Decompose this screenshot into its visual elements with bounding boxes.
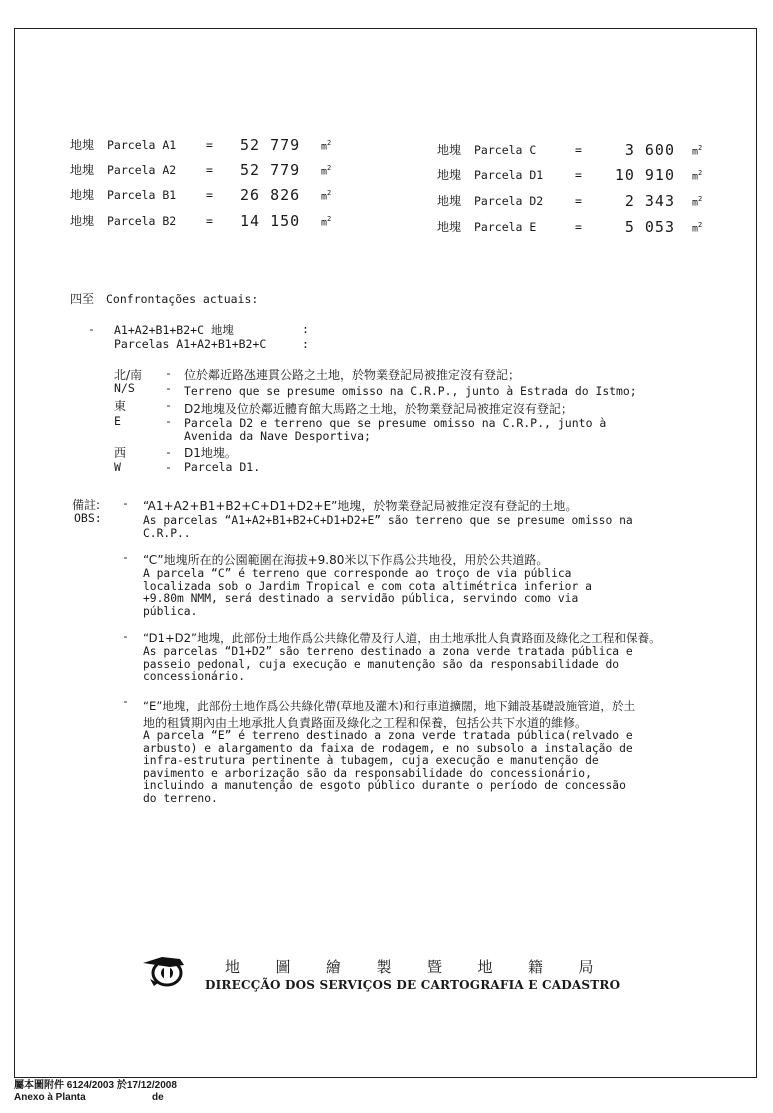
boundary-text-cn: D1地塊。: [184, 446, 237, 460]
unit: $m^2$: [692, 195, 703, 209]
area-value: 2 343: [624, 192, 675, 210]
obs-note-cn: “C”地塊所在的公園範圍在海拔+9.80米以下作爲公共地役，用於公共道路。: [143, 553, 549, 567]
direction-pt: W: [114, 460, 121, 474]
direction-cn: 東: [114, 399, 127, 413]
label-pt: Parcela A2: [107, 163, 177, 177]
label-cn: 地塊: [437, 143, 462, 157]
equals: =: [575, 194, 582, 208]
equals: =: [206, 188, 213, 202]
dash: -: [122, 496, 129, 510]
dash: -: [165, 398, 172, 412]
unit: $m^2$: [321, 139, 332, 153]
direction-pt: E: [114, 414, 121, 428]
area-value: 3 600: [624, 141, 675, 159]
label-cn: 地塊: [70, 163, 95, 177]
dash: -: [122, 629, 129, 643]
annex-reference-de: de: [152, 1092, 164, 1103]
boundary-text-pt: Parcela D2 e terreno que se presume omisso na C.R.P., junto à: [184, 416, 607, 430]
obs-note-cn: 地的租賃期內由土地承批人負責路面及綠化之工程和保養，包括公共下水道的維修。: [143, 716, 588, 730]
obs-label-cn: 備註:: [72, 498, 101, 512]
label-pt: Parcela B1: [107, 188, 177, 202]
equals: =: [206, 214, 213, 228]
dash: -: [122, 550, 129, 564]
label-pt: Parcela A1: [107, 138, 177, 152]
obs-note-cn: “D1+D2”地塊，此部份土地作爲公共綠化帶及行人道，由土地承批人負責路面及綠化之工程和保養。: [143, 631, 661, 645]
unit: $m^2$: [321, 215, 332, 229]
annex-reference-pt: Anexo à Planta: [14, 1092, 86, 1103]
dash: -: [122, 694, 129, 708]
colon: :: [302, 322, 309, 336]
obs-label-pt: OBS:: [74, 511, 102, 525]
confrontations-heading-pt: Confrontações actuais:: [106, 292, 259, 306]
area-value: 52 779: [240, 136, 301, 154]
boundary-text-pt: Terreno que se presume omisso na C.R.P., junto à Estrada do Istmo;: [184, 384, 637, 398]
label-cn: 地塊: [70, 188, 95, 202]
dash: -: [88, 322, 95, 336]
area-value: 14 150: [240, 212, 301, 230]
label-cn: 地塊: [437, 168, 462, 182]
obs-note-cn: “E”地塊，此部份土地作爲公共綠化帶(草地及灌木)和行車道擴闊，地下鋪設基礎設施管道，於土: [143, 699, 636, 713]
annex-reference-cn: 屬本圖附件 6124/2003 於17/12/2008: [14, 1080, 177, 1091]
colon: :: [302, 337, 309, 351]
area-value: 52 779: [240, 161, 301, 179]
label-pt: Parcela D1: [474, 168, 544, 182]
unit: $m^2$: [321, 164, 332, 178]
dash: -: [165, 414, 172, 428]
obs-note-pt: A parcela “C” é terreno que corresponde ao troço de via pública localizada sob o Jardim Tropical e com cota altimétrica inferior a +9.80m NMM, será destinado a servidão pública, servindo como via pública.: [143, 567, 592, 618]
equals: =: [206, 138, 213, 152]
dash: -: [165, 460, 172, 474]
area-value: 10 910: [614, 166, 675, 184]
dash: -: [165, 445, 172, 459]
label-cn: 地塊: [437, 194, 462, 208]
agency-logo-icon: [140, 953, 188, 989]
area-value: 5 053: [624, 218, 675, 236]
label-pt: Parcela C: [474, 143, 537, 157]
area-value: 26 826: [240, 186, 301, 204]
obs-note-pt: A parcela “E” é terreno destinado a zona verde tratada pública(relvado e arbusto) e alargamento da faixa de rodagem, e no subsolo a instalação de infra-estrutura pertinente à tubagem, cuja execução e manutenção de pavimento e arborização são da responsabilidade do concessionário, incluindo a manutenção de esgoto público durante o período de concessão do terreno.: [143, 729, 633, 805]
equals: =: [575, 220, 582, 234]
direction-pt: N/S: [114, 381, 135, 395]
label-cn: 地塊: [70, 138, 95, 152]
obs-note-pt: As parcelas “D1+D2” são terreno destinado a zona verde tratada pública e passeio pedonal, cuja execução e manutenção são da responsabilidade do concessionário.: [143, 645, 633, 684]
direction-cn: 北/南: [114, 368, 143, 382]
boundary-text-cn: 位於鄰近路氹連貫公路之土地，於物業登記局被推定沒有登記；: [184, 368, 521, 382]
boundary-text-pt: Parcela D1.: [184, 460, 261, 474]
unit: $m^2$: [692, 144, 703, 158]
label-pt: Parcela E: [474, 220, 537, 234]
confrontations-heading-cn: 四至: [70, 292, 95, 306]
obs-note-pt: As parcelas “A1+A2+B1+B2+C+D1+D2+E” são terreno que se presume omisso na C.R.P..: [143, 514, 633, 540]
boundary-text-cn: D2地塊及位於鄰近體育館大馬路之土地，於物業登記局被推定沒有登記；: [184, 402, 573, 416]
unit: $m^2$: [321, 189, 332, 203]
direction-cn: 西: [114, 446, 127, 460]
equals: =: [575, 168, 582, 182]
label-pt: Parcela B2: [107, 214, 177, 228]
agency-name-cn: 地 圖 繪 製 暨 地 籍 局: [225, 958, 594, 976]
dash: -: [165, 366, 172, 380]
parcel-line-pt: Parcelas A1+A2+B1+B2+C: [114, 337, 267, 351]
dash: -: [165, 381, 172, 395]
label-cn: 地塊: [70, 214, 95, 228]
equals: =: [206, 163, 213, 177]
agency-name-pt: DIRECÇÃO DOS SERVIÇOS DE CARTOGRAFIA E CADASTRO: [205, 978, 621, 992]
label-cn: 地塊: [437, 220, 462, 234]
label-pt: Parcela D2: [474, 194, 544, 208]
obs-note-cn: “A1+A2+B1+B2+C+D1+D2+E”地塊，於物業登記局被推定沒有登記的土地。: [143, 499, 578, 513]
unit: $m^2$: [692, 221, 703, 235]
boundary-text-pt: Avenida da Nave Desportiva;: [184, 429, 371, 443]
equals: =: [575, 143, 582, 157]
unit: $m^2$: [692, 169, 703, 183]
parcel-line-cn: A1+A2+B1+B2+C 地塊: [114, 323, 234, 337]
